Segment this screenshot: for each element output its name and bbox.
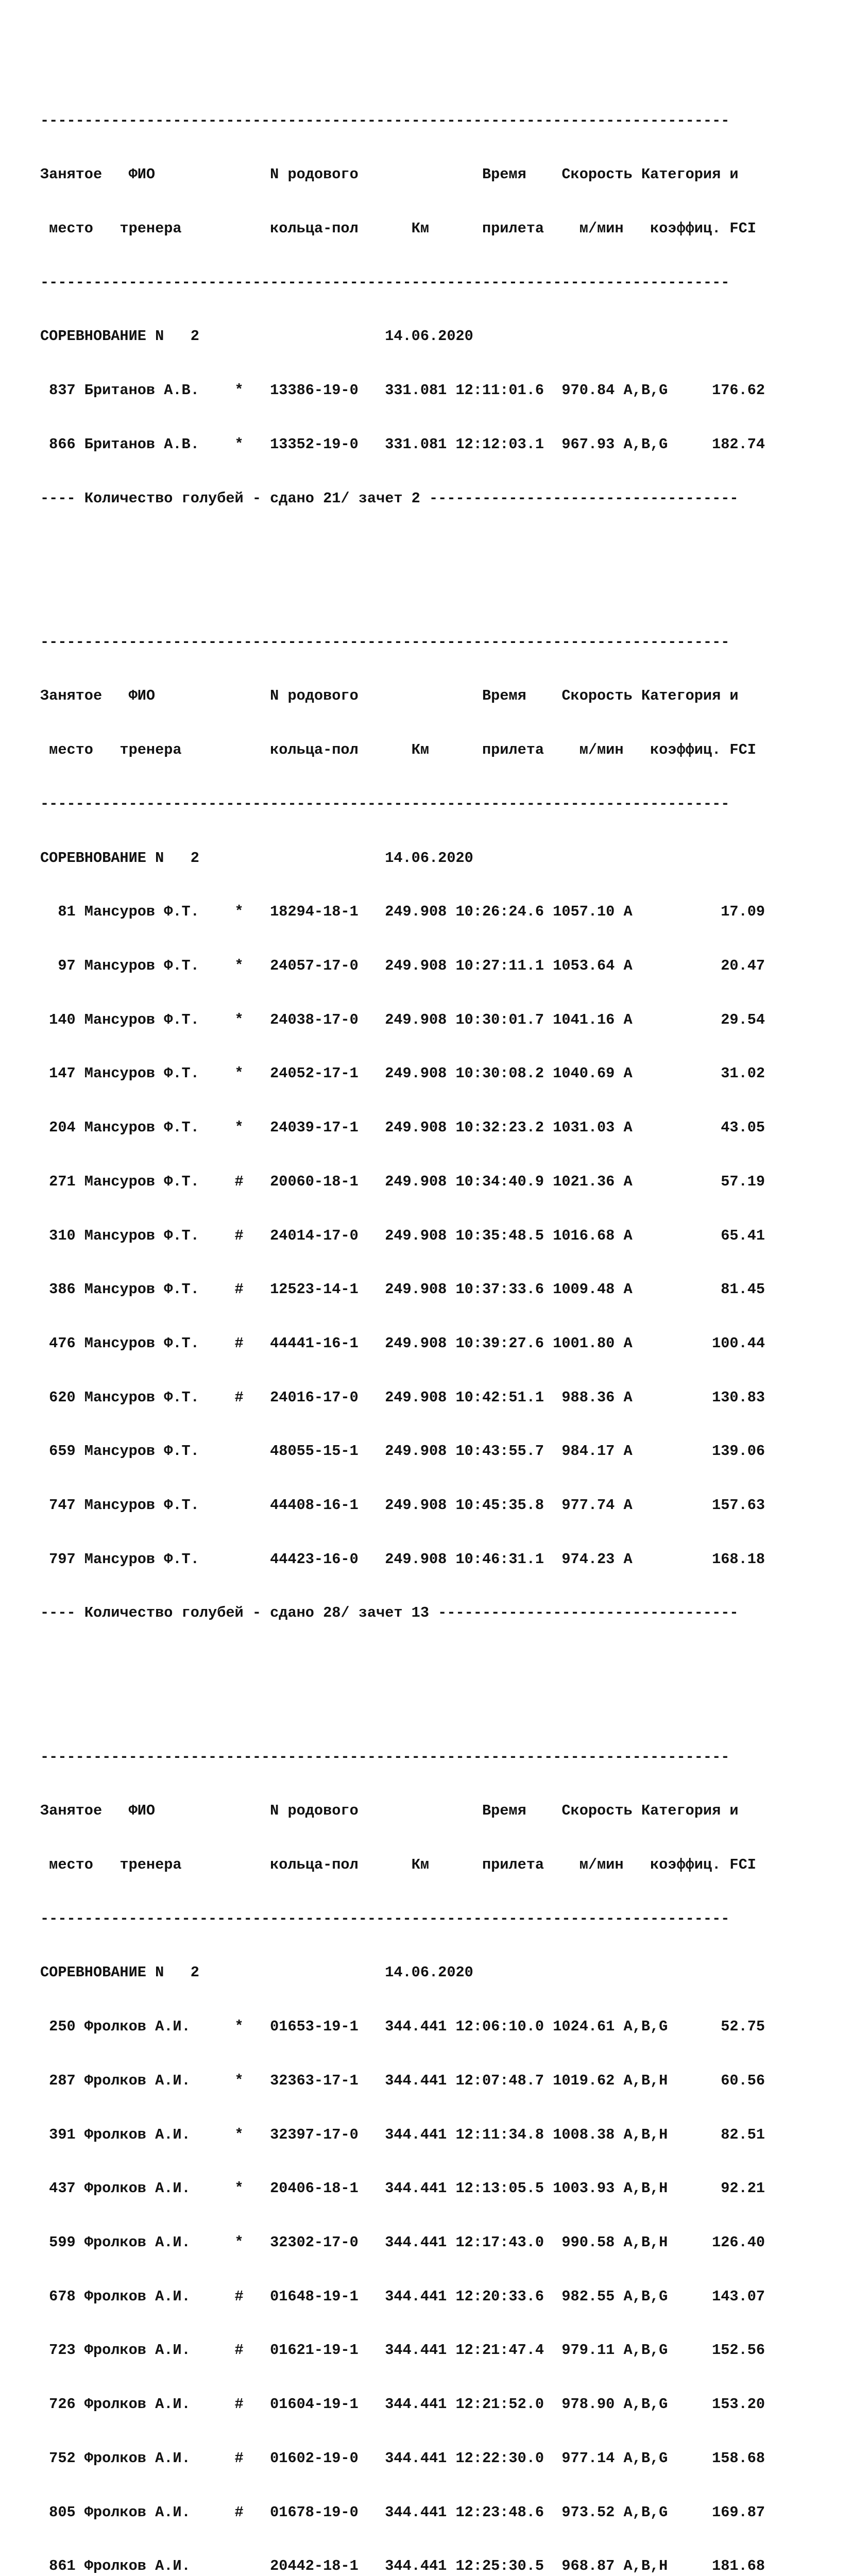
header-rule-bottom: ------------------------------------------------------------------------------ [40,795,730,812]
competition-title: СОРЕВНОВАНИЕ N 2 14.06.2020 [40,1964,473,1981]
result-row: 861 Фролков А.И. 20442-18-1 344.441 12:25:30.5 968.87 A,B,H 181.68 [40,2557,765,2575]
column-header-line-1: Занятое ФИО N родового Время Скорость Категория и [40,1802,739,1820]
result-row: 599 Фролков А.И. * 32302-17-0 344.441 12:17:43.0 990.58 A,B,H 126.40 [40,2234,765,2251]
header-rule-bottom: ------------------------------------------------------------------------------ [40,1910,730,1927]
column-header-line-2: место тренера кольца-пол Км прилета м/мин коэффиц. FCI [40,220,756,238]
competition-title: СОРЕВНОВАНИЕ N 2 14.06.2020 [40,849,473,867]
result-row: 271 Мансуров Ф.Т. # 20060-18-1 249.908 10:34:40.9 1021.36 A 57.19 [40,1173,765,1190]
result-row: 140 Мансуров Ф.Т. * 24038-17-0 249.908 10:30:01.7 1041.16 A 29.54 [40,1011,765,1028]
result-row: 147 Мансуров Ф.Т. * 24052-17-1 249.908 10:30:08.2 1040.69 A 31.02 [40,1065,765,1082]
header-rule-top: ------------------------------------------------------------------------------ [40,633,730,651]
column-header-line-2: место тренера кольца-пол Км прилета м/мин коэффиц. FCI [40,741,756,759]
result-row: 204 Мансуров Ф.Т. * 24039-17-1 249.908 10:32:23.2 1031.03 A 43.05 [40,1119,765,1137]
block-summary: ---- Количество голубей - сдано 28/ зачет 13 ---------------------------------- [40,1604,739,1622]
header-rule-top: ------------------------------------------------------------------------------ [40,112,730,129]
result-row: 391 Фролков А.И. * 32397-17-0 344.441 12:11:34.8 1008.38 A,B,H 82.51 [40,2126,765,2143]
header-rule-top: ------------------------------------------------------------------------------ [40,1748,730,1766]
result-row: 805 Фролков А.И. # 01678-19-0 344.441 12:23:48.6 973.52 A,B,G 169.87 [40,2503,765,2521]
block-summary: ---- Количество голубей - сдано 21/ зачет 2 ----------------------------------- [40,489,739,507]
result-row: 797 Мансуров Ф.Т. 44423-16-0 249.908 10:46:31.1 974.23 A 168.18 [40,1550,765,1568]
result-row: 287 Фролков А.И. * 32363-17-1 344.441 12:07:48.7 1019.62 A,B,H 60.56 [40,2072,765,2089]
block-frolkov [40,1713,765,2576]
result-row: 476 Мансуров Ф.Т. # 44441-16-1 249.908 10:39:27.6 1001.80 A 100.44 [40,1334,765,1352]
block-britanov [40,76,765,544]
result-row: 310 Мансуров Ф.Т. # 24014-17-0 249.908 10:35:48.5 1016.68 A 65.41 [40,1227,765,1244]
result-row: 837 Британов А.В. * 13386-19-0 331.081 12:11:01.6 970.84 A,B,G 176.62 [40,382,765,399]
result-row: 386 Мансуров Ф.Т. # 12523-14-1 249.908 10:37:33.6 1009.48 A 81.45 [40,1281,765,1298]
result-row: 659 Мансуров Ф.Т. 48055-15-1 249.908 10:43:55.7 984.17 A 139.06 [40,1443,765,1460]
result-row: 752 Фролков А.И. # 01602-19-0 344.441 12:22:30.0 977.14 A,B,G 158.68 [40,2449,765,2467]
result-row: 97 Мансуров Ф.Т. * 24057-17-0 249.908 10:27:11.1 1053.64 A 20.47 [40,957,765,974]
results-document [40,40,765,2576]
result-row: 437 Фролков А.И. * 20406-18-1 344.441 12:13:05.5 1003.93 A,B,H 92.21 [40,2180,765,2197]
result-row: 81 Мансуров Ф.Т. * 18294-18-1 249.908 10:26:24.6 1057.10 A 17.09 [40,903,765,921]
result-row: 866 Британов А.В. * 13352-19-0 331.081 12:12:03.1 967.93 A,B,G 182.74 [40,435,765,453]
competition-title: СОРЕВНОВАНИЕ N 2 14.06.2020 [40,328,473,345]
column-header-line-1: Занятое ФИО N родового Время Скорость Категория и [40,166,739,183]
result-row: 723 Фролков А.И. # 01621-19-1 344.441 12:21:47.4 979.11 A,B,G 152.56 [40,2342,765,2359]
header-rule-bottom: ------------------------------------------------------------------------------ [40,274,730,291]
result-row: 250 Фролков А.И. * 01653-19-1 344.441 12:06:10.0 1024.61 A,B,G 52.75 [40,2018,765,2036]
result-row: 678 Фролков А.И. # 01648-19-1 344.441 12:20:33.6 982.55 A,B,G 143.07 [40,2287,765,2305]
result-row: 726 Фролков А.И. # 01604-19-1 344.441 12:21:52.0 978.90 A,B,G 153.20 [40,2396,765,2413]
result-row: 747 Мансуров Ф.Т. 44408-16-1 249.908 10:45:35.8 977.74 A 157.63 [40,1497,765,1514]
block-mansurov [40,598,765,1658]
column-header-line-1: Занятое ФИО N родового Время Скорость Категория и [40,687,739,705]
result-row: 620 Мансуров Ф.Т. # 24016-17-0 249.908 10:42:51.1 988.36 A 130.83 [40,1388,765,1406]
column-header-line-2: место тренера кольца-пол Км прилета м/мин коэффиц. FCI [40,1856,756,1874]
